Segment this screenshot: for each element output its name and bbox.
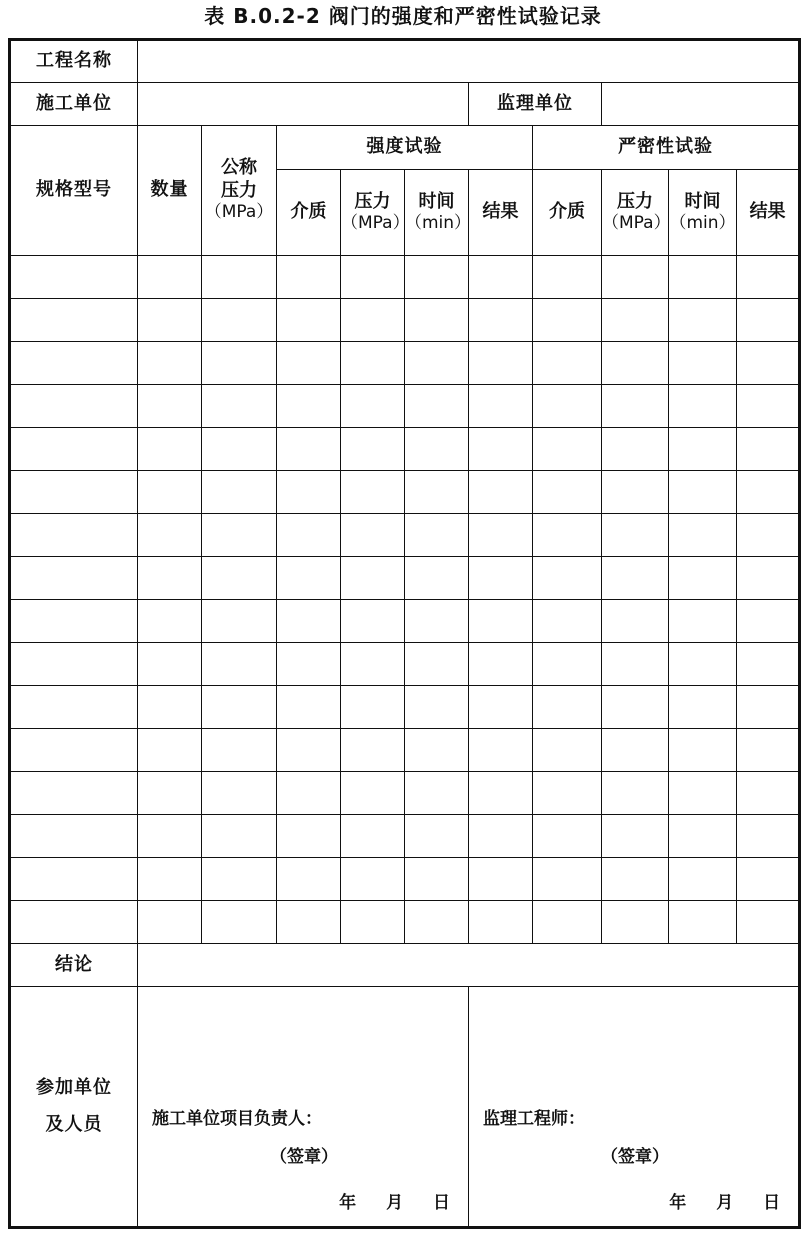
table-cell[interactable] (533, 686, 602, 729)
table-row (10, 385, 800, 428)
table-cell[interactable] (669, 299, 737, 342)
table-cell[interactable] (669, 471, 737, 514)
supervision-signature-block[interactable] (469, 987, 800, 1228)
participants-label (10, 987, 138, 1228)
table-cell[interactable] (469, 471, 533, 514)
table-cell[interactable] (602, 643, 669, 686)
table-cell[interactable] (602, 772, 669, 815)
table-cell[interactable] (469, 299, 533, 342)
table-cell[interactable] (669, 557, 737, 600)
table-cell[interactable] (669, 428, 737, 471)
table-cell[interactable] (341, 815, 405, 858)
table-cell[interactable] (533, 299, 602, 342)
supervision-engineer-label: 监理工程师： (483, 1109, 585, 1129)
table-cell[interactable] (138, 256, 202, 299)
table-cell[interactable] (405, 342, 469, 385)
table-cell[interactable] (202, 901, 277, 944)
table-cell[interactable] (405, 729, 469, 772)
table-cell[interactable] (533, 600, 602, 643)
table-row (10, 471, 800, 514)
table-cell[interactable] (202, 471, 277, 514)
table-cell[interactable] (602, 342, 669, 385)
table-cell[interactable] (533, 815, 602, 858)
table-row (10, 428, 800, 471)
table-cell[interactable] (202, 428, 277, 471)
table-cell[interactable] (469, 901, 533, 944)
table-cell[interactable] (341, 385, 405, 428)
table-cell[interactable] (277, 643, 341, 686)
table-cell[interactable] (202, 858, 277, 901)
table-cell[interactable] (737, 643, 800, 686)
table-cell[interactable] (669, 643, 737, 686)
project-name-label: 工程名称 (10, 40, 138, 83)
table-cell[interactable] (202, 686, 277, 729)
header-row-1 (10, 126, 800, 170)
table-cell[interactable] (202, 256, 277, 299)
tightness-pressure-unit: （MPa） (602, 213, 671, 234)
participants-row (10, 987, 800, 1228)
table-row (10, 686, 800, 729)
table-cell[interactable] (533, 342, 602, 385)
nominal-pressure-unit: （MPa） (204, 202, 274, 223)
table-cell[interactable] (533, 772, 602, 815)
strength-time-unit: （min） (405, 213, 472, 234)
table-cell[interactable] (138, 428, 202, 471)
table-cell[interactable] (341, 643, 405, 686)
table-cell[interactable] (277, 729, 341, 772)
table-cell[interactable] (405, 858, 469, 901)
tightness-test-header: 严密性试验 (533, 126, 800, 170)
table-cell[interactable] (138, 686, 202, 729)
table-cell[interactable] (10, 815, 138, 858)
table-cell[interactable] (138, 299, 202, 342)
table-cell[interactable] (669, 256, 737, 299)
table-cell[interactable] (10, 514, 138, 557)
table-cell[interactable] (533, 858, 602, 901)
table-cell[interactable] (602, 256, 669, 299)
strength-time-header (405, 170, 472, 256)
table-cell[interactable] (669, 385, 737, 428)
table-cell[interactable] (533, 256, 602, 299)
table-cell[interactable] (341, 471, 405, 514)
table-cell[interactable] (669, 815, 737, 858)
table-cell[interactable] (405, 557, 469, 600)
table-cell[interactable] (341, 729, 405, 772)
table-cell[interactable] (341, 772, 405, 815)
table-cell[interactable] (405, 471, 469, 514)
table-cell[interactable] (277, 342, 341, 385)
table-cell[interactable] (10, 385, 138, 428)
table-cell[interactable] (669, 342, 737, 385)
table-cell[interactable] (602, 729, 669, 772)
table-cell[interactable] (405, 428, 469, 471)
table-cell[interactable] (405, 772, 469, 815)
tightness-time-header (669, 170, 737, 256)
table-cell[interactable] (10, 428, 138, 471)
strength-pressure-unit: （MPa） (341, 213, 410, 234)
table-cell[interactable] (469, 600, 533, 643)
table-cell[interactable] (737, 858, 800, 901)
strength-pressure-header (341, 170, 410, 256)
supervision-unit-field[interactable] (602, 83, 800, 126)
table-cell[interactable] (469, 557, 533, 600)
table-cell[interactable] (277, 428, 341, 471)
table-cell[interactable] (277, 385, 341, 428)
table-cell[interactable] (138, 772, 202, 815)
table-cell[interactable] (138, 342, 202, 385)
table-cell[interactable] (277, 858, 341, 901)
table-cell[interactable] (602, 815, 669, 858)
table-cell[interactable] (469, 514, 533, 557)
table-cell[interactable] (405, 385, 469, 428)
table-cell[interactable] (277, 600, 341, 643)
table-row (10, 901, 800, 944)
table-cell[interactable] (737, 729, 800, 772)
strength-time-label: 时间 (418, 190, 455, 212)
table-cell[interactable] (138, 557, 202, 600)
table-row (10, 256, 800, 299)
table-row (10, 557, 800, 600)
table-cell[interactable] (405, 815, 469, 858)
table-cell[interactable] (277, 471, 341, 514)
table-cell[interactable] (737, 256, 800, 299)
table-cell[interactable] (277, 256, 341, 299)
table-cell[interactable] (737, 600, 800, 643)
table-cell[interactable] (10, 557, 138, 600)
table-row (10, 815, 800, 858)
table-cell[interactable] (405, 600, 469, 643)
table-cell[interactable] (10, 772, 138, 815)
table-row (10, 729, 800, 772)
valve-test-record-table (8, 38, 801, 1229)
table-cell[interactable] (602, 514, 669, 557)
table-cell[interactable] (10, 299, 138, 342)
conclusion-row (10, 944, 800, 987)
table-cell[interactable] (533, 385, 602, 428)
participants-line2: 及人员 (45, 1113, 103, 1135)
table-row (10, 342, 800, 385)
construction-manager-label: 施工单位项目负责人： (152, 1109, 322, 1129)
table-cell[interactable] (669, 858, 737, 901)
table-cell[interactable] (469, 428, 533, 471)
table-cell[interactable] (10, 858, 138, 901)
table-row (10, 858, 800, 901)
table-cell[interactable] (669, 686, 737, 729)
supervision-date-label: 年 月 日 (669, 1193, 781, 1213)
table-cell[interactable] (669, 514, 737, 557)
table-cell[interactable] (533, 514, 602, 557)
table-row (10, 643, 800, 686)
table-cell[interactable] (202, 557, 277, 600)
table-row (10, 600, 800, 643)
construction-unit-field[interactable] (138, 83, 469, 126)
table-cell[interactable] (341, 686, 405, 729)
table-cell[interactable] (469, 729, 533, 772)
table-cell[interactable] (10, 600, 138, 643)
construction-signature-block[interactable] (138, 987, 469, 1228)
table-cell[interactable] (138, 901, 202, 944)
table-cell[interactable] (533, 901, 602, 944)
table-cell[interactable] (602, 557, 669, 600)
table-cell[interactable] (10, 901, 138, 944)
table-cell[interactable] (602, 299, 669, 342)
tightness-medium-header: 介质 (533, 170, 602, 256)
table-cell[interactable] (469, 256, 533, 299)
table-cell[interactable] (341, 600, 405, 643)
project-name-field[interactable] (138, 40, 800, 83)
table-cell[interactable] (10, 342, 138, 385)
conclusion-label: 结论 (10, 944, 138, 987)
construction-date-label: 年 月 日 (339, 1193, 450, 1213)
table-cell[interactable] (602, 901, 669, 944)
table-cell[interactable] (138, 815, 202, 858)
table-cell[interactable] (737, 815, 800, 858)
table-cell[interactable] (341, 858, 405, 901)
table-cell[interactable] (10, 729, 138, 772)
table-cell[interactable] (669, 729, 737, 772)
table-cell[interactable] (533, 643, 602, 686)
table-cell[interactable] (202, 342, 277, 385)
table-row (10, 514, 800, 557)
table-cell[interactable] (341, 299, 405, 342)
table-cell[interactable] (405, 686, 469, 729)
table-cell[interactable] (405, 514, 469, 557)
nominal-pressure-header (202, 126, 277, 256)
table-cell[interactable] (405, 299, 469, 342)
strength-result-header: 结果 (469, 170, 533, 256)
table-cell[interactable] (277, 299, 341, 342)
table-cell[interactable] (202, 299, 277, 342)
table-cell[interactable] (737, 686, 800, 729)
table-cell[interactable] (138, 858, 202, 901)
quantity-header: 数量 (138, 126, 202, 256)
table-cell[interactable] (10, 471, 138, 514)
table-cell[interactable] (737, 299, 800, 342)
table-cell[interactable] (277, 686, 341, 729)
table-row (10, 772, 800, 815)
strength-pressure-label: 压力 (354, 190, 391, 212)
spec-model-header: 规格型号 (10, 126, 138, 256)
table-cell[interactable] (277, 557, 341, 600)
table-cell[interactable] (737, 514, 800, 557)
table-cell[interactable] (341, 901, 405, 944)
table-cell[interactable] (202, 600, 277, 643)
table-cell[interactable] (10, 643, 138, 686)
table-cell[interactable] (737, 471, 800, 514)
table-cell[interactable] (341, 557, 405, 600)
table-cell[interactable] (277, 901, 341, 944)
units-row (10, 83, 800, 126)
table-cell[interactable] (277, 815, 341, 858)
table-cell[interactable] (602, 686, 669, 729)
table-cell[interactable] (202, 772, 277, 815)
table-row (10, 299, 800, 342)
table-cell[interactable] (202, 385, 277, 428)
table-cell[interactable] (737, 342, 800, 385)
table-cell[interactable] (602, 385, 669, 428)
participants-line1: 参加单位 (36, 1077, 112, 1098)
table-cell[interactable] (469, 342, 533, 385)
table-cell[interactable] (469, 686, 533, 729)
table-cell[interactable] (10, 256, 138, 299)
table-cell[interactable] (469, 815, 533, 858)
table-cell[interactable] (138, 471, 202, 514)
table-cell[interactable] (138, 514, 202, 557)
project-name-row (10, 40, 800, 83)
table-cell[interactable] (202, 514, 277, 557)
table-cell[interactable] (277, 772, 341, 815)
table-cell[interactable] (341, 514, 405, 557)
table-cell[interactable] (405, 256, 469, 299)
nominal-pressure-line1: 公称 (221, 157, 257, 179)
table-cell[interactable] (138, 600, 202, 643)
table-cell[interactable] (202, 729, 277, 772)
table-cell[interactable] (737, 428, 800, 471)
table-cell[interactable] (469, 385, 533, 428)
strength-medium-header: 介质 (277, 170, 341, 256)
table-cell[interactable] (669, 901, 737, 944)
table-cell[interactable] (469, 772, 533, 815)
table-cell[interactable] (602, 471, 669, 514)
table-cell[interactable] (737, 557, 800, 600)
tightness-pressure-header (602, 170, 669, 256)
table-cell[interactable] (669, 600, 737, 643)
table-cell[interactable] (138, 385, 202, 428)
table-cell[interactable] (533, 557, 602, 600)
page-title: 表 B.0.2-2 阀门的强度和严密性试验记录 (204, 4, 602, 28)
strength-test-header: 强度试验 (277, 126, 533, 170)
tightness-pressure-label: 压力 (617, 190, 653, 212)
table-cell[interactable] (737, 772, 800, 815)
supervision-unit-label: 监理单位 (469, 83, 602, 126)
conclusion-field[interactable] (138, 944, 800, 987)
table-cell[interactable] (405, 901, 469, 944)
table-cell[interactable] (341, 428, 405, 471)
table-cell[interactable] (202, 643, 277, 686)
tightness-time-unit: （min） (669, 213, 736, 234)
table-cell[interactable] (469, 858, 533, 901)
table-cell[interactable] (533, 428, 602, 471)
supervision-seal-label: （签章） (601, 1147, 669, 1167)
table-cell[interactable] (533, 729, 602, 772)
table-cell[interactable] (737, 385, 800, 428)
table-cell[interactable] (10, 686, 138, 729)
table-cell[interactable] (602, 600, 669, 643)
table-cell[interactable] (602, 858, 669, 901)
table-cell[interactable] (469, 643, 533, 686)
table-cell[interactable] (341, 342, 405, 385)
nominal-pressure-line2: 压力 (221, 179, 257, 201)
table-cell[interactable] (138, 729, 202, 772)
table-cell[interactable] (277, 514, 341, 557)
table-cell[interactable] (737, 901, 800, 944)
tightness-time-label: 时间 (684, 190, 721, 212)
tightness-result-header: 结果 (737, 170, 800, 256)
table-cell[interactable] (138, 643, 202, 686)
table-cell[interactable] (602, 428, 669, 471)
table-cell[interactable] (533, 471, 602, 514)
table-cell[interactable] (341, 256, 405, 299)
construction-seal-label: （签章） (270, 1147, 338, 1167)
table-cell[interactable] (405, 643, 469, 686)
table-cell[interactable] (669, 772, 737, 815)
construction-unit-label: 施工单位 (10, 83, 138, 126)
table-cell[interactable] (202, 815, 277, 858)
